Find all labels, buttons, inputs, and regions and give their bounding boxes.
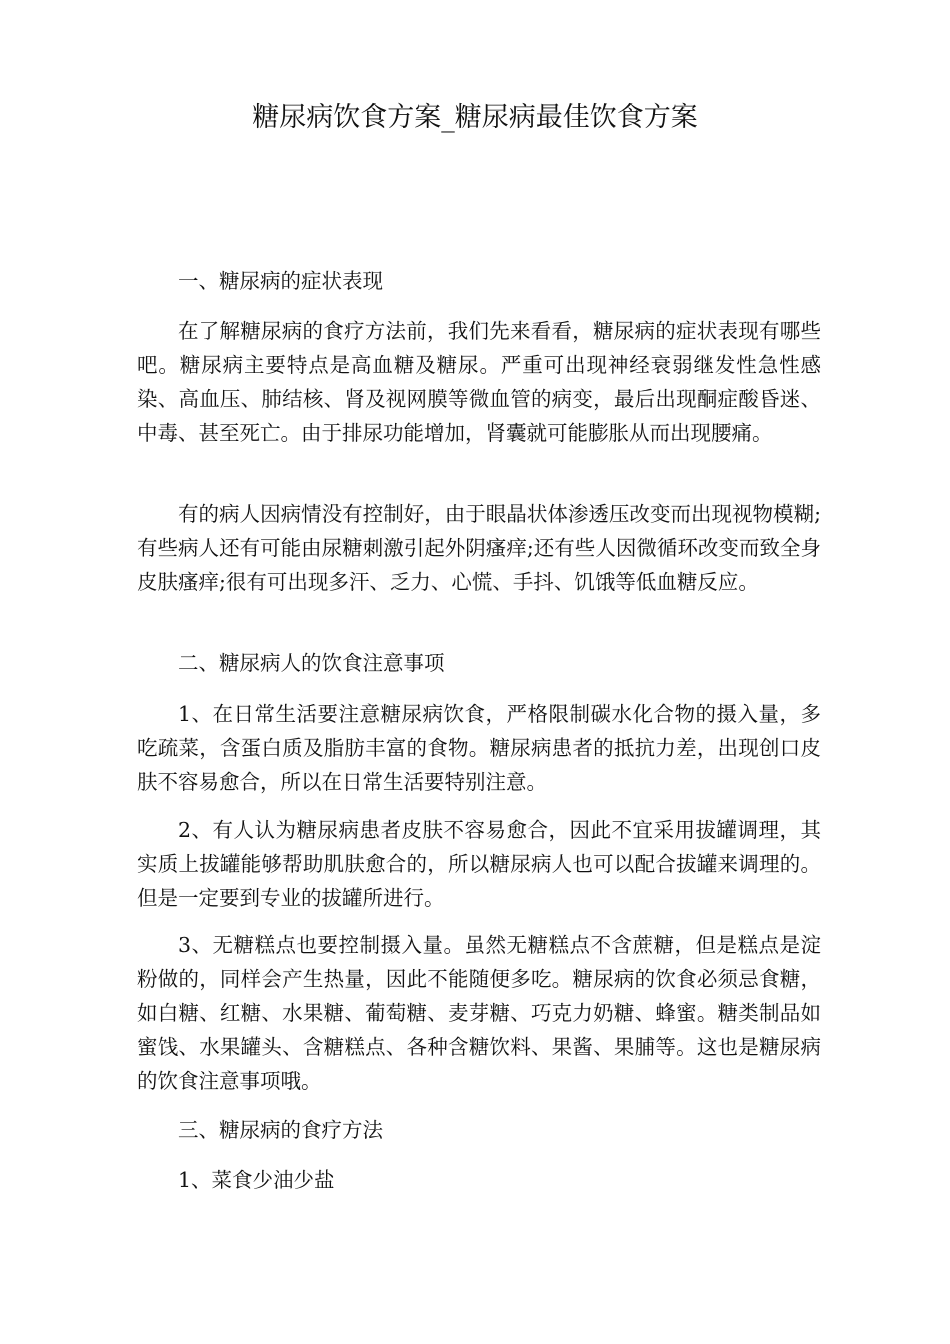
paragraph-therapy-1: 1、菜食少油少盐 [178,1168,335,1192]
section-heading-symptoms: 一、糖尿病的症状表现 [178,269,383,293]
paragraph-symptoms-intro: 在了解糖尿病的食疗方法前，我们先来看看，糖尿病的症状表现有哪些吧。糖尿病主要特点是高血糖及糖尿。严重可出现神经衰弱继发性急性感染、高血压、肺结核、肾及视网膜等微血管的病变，最后出现酮症酸昏迷、中毒、甚至死亡。由于排尿功能增加，肾囊就可能膨胀从而出现腰痛。 [137,319,821,445]
paragraph-diet-note-3: 3、无糖糕点也要控制摄入量。虽然无糖糕点不含蔗糖，但是糕点是淀粉做的，同样会产生热量，因此不能随便多吃。糖尿病的饮食必须忌食糖，如白糖、红糖、水果糖、葡萄糖、麦芽糖、巧克力奶糖、蜂蜜。糖类制品如蜜饯、水果罐头、含糖糕点、各种含糖饮料、果酱、果脯等。这也是糖尿病的饮食注意事项哦。 [137,933,821,1093]
paragraph-diet-note-2: 2、有人认为糖尿病患者皮肤不容易愈合，因此不宜采用拔罐调理，其实质上拔罐能够帮助肌肤愈合的，所以糖尿病人也可以配合拔罐来调理的。但是一定要到专业的拔罐所进行。 [137,818,821,910]
document-title: 糖尿病饮食方案_糖尿病最佳饮食方案 [252,102,698,133]
paragraph-symptoms-detail: 有的病人因病情没有控制好，由于眼晶状体渗透压改变而出现视物模糊;有些病人还有可能由尿糖刺激引起外阴瘙痒;还有些人因微循环改变而致全身皮肤瘙痒;很有可出现多汗、乏力、心慌、手抖、饥饿等低血糖反应。 [137,502,821,594]
section-heading-diet-therapy: 三、糖尿病的食疗方法 [178,1118,383,1142]
paragraph-diet-note-1: 1、在日常生活要注意糖尿病饮食，严格限制碳水化合物的摄入量，多吃疏菜，含蛋白质及脂肪丰富的食物。糖尿病患者的抵抗力差，出现创口皮肤不容易愈合，所以在日常生活要特别注意。 [137,702,821,794]
section-heading-diet-notes: 二、糖尿病人的饮食注意事项 [178,651,445,675]
